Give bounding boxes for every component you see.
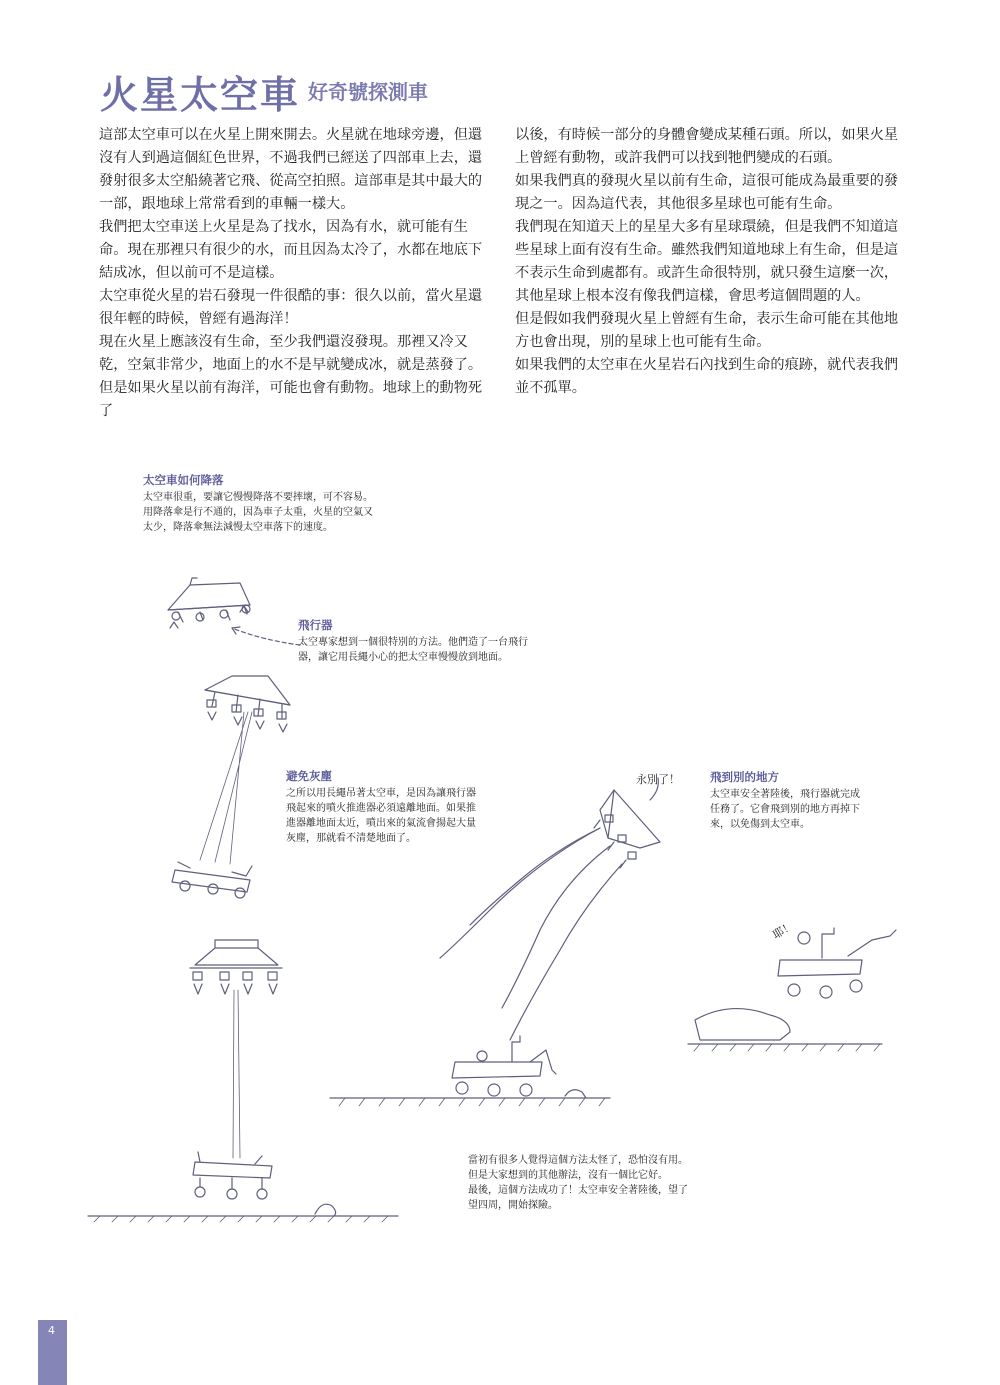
dust-caption-line: 之所以用長繩吊著太空車，是因為讓飛行器 xyxy=(286,788,476,799)
flyer-caption-title: 飛行器 xyxy=(298,618,333,632)
exhaust-trails xyxy=(440,828,622,1040)
landing-caption-line: 太空車很重，要讓它慢慢降落不要摔壞，可不容易。 xyxy=(143,492,373,503)
vertical-tether xyxy=(233,990,240,1158)
flyaway-caption-title: 飛到別的地方 xyxy=(710,770,779,784)
landing-rover-drawing xyxy=(193,1152,272,1199)
ground-middle xyxy=(330,1090,610,1106)
farewell-speech: 永別了！ xyxy=(636,773,680,786)
descent-stage-drawing xyxy=(205,676,290,732)
success-caption-line: 但是大家想到的其他辦法，沒有一個比它好。 xyxy=(468,1170,668,1181)
landing-caption-line: 用降落傘是行不通的，因為車子太重，火星的空氣又 xyxy=(143,507,373,518)
pointer-arrow xyxy=(232,628,300,645)
flyer-caption-line: 器，讓它用長繩小心的把太空車慢慢放到地面。 xyxy=(298,652,508,663)
dust-caption-line: 灰塵，那就看不清楚地面了。 xyxy=(286,833,416,844)
dust-caption-line: 飛起來的噴火推進器必須遠離地面。如果推 xyxy=(286,803,476,814)
intro-paragraph: 如果我們真的發現火星以前有生命，這很可能成為最重要的發現之一。因為這代表，其他很多星球也可能有生命。 xyxy=(515,173,899,212)
intro-paragraph: 以後，有時候一部分的身體會變成某種石頭。所以，如果火星上曾經有動物，或許我們可以找到牠們變成的石頭。 xyxy=(515,127,899,166)
intro-paragraph: 但是假如我們發現火星上曾經有生命，表示生命可能在其他地方也會出現，別的星球上也可能有生命。 xyxy=(515,311,899,350)
success-caption-line: 望四周，開始探險。 xyxy=(468,1200,558,1211)
dust-caption-line: 進器離地面太近，噴出來的氣流會揚起大量 xyxy=(286,818,476,829)
flyaway-stage-drawing xyxy=(594,790,660,868)
cheer-speech: 耶！ xyxy=(770,919,797,942)
ground-left xyxy=(88,1204,398,1222)
intro-paragraph: 太空車從火星的岩石發現一件很酷的事：很久以前，當火星還很年輕的時候，曾經有過海洋！ xyxy=(99,288,483,327)
folded-skycrane-drawing xyxy=(168,578,250,628)
landing-caption-title: 太空車如何降落 xyxy=(143,473,224,487)
ground-right xyxy=(688,1009,882,1051)
hanging-rover-drawing xyxy=(172,862,252,898)
landing-caption-line: 太少，降落傘無法減慢太空車落下的速度。 xyxy=(143,522,333,533)
intro-paragraph: 如果我們的太空車在火星岩石內找到生命的痕跡，就代表我們並不孤單。 xyxy=(515,357,899,396)
intro-paragraph: 我們現在知道天上的星星大多有星球環繞，但是我們不知道這些星球上面有沒有生命。雖然我們知道地球上有生命，但是這不表示生命到處都有。或許生命很特別，就只發生這麼一次，其他星球上根本沒有像我們這樣，會思考這個問題的人。 xyxy=(515,219,899,304)
flyaway-caption-line: 太空車安全著陸後，飛行器就完成 xyxy=(710,789,860,800)
page-subtitle: 好奇號探測車 xyxy=(308,80,428,104)
intro-paragraph: 現在火星上應該沒有生命，至少我們還沒發現。那裡又冷又乾，空氣非常少，地面上的水不是早就變成冰，就是蒸發了。 xyxy=(99,334,483,373)
rover-cheering-drawing xyxy=(778,928,896,998)
flyaway-caption-line: 任務了。它會飛到別的地方再掉下 xyxy=(710,804,860,815)
intro-paragraph: 我們把太空車送上火星是為了找水，因為有水，就可能有生命。現在那裡只有很少的水，而且因為太冷了，水都在地底下結成冰，但以前可不是這樣。 xyxy=(99,219,483,281)
rover-exploring-drawing xyxy=(452,1036,556,1096)
success-caption-line: 最後，這個方法成功了！太空車安全著陸後，望了 xyxy=(468,1185,688,1196)
descent-stage-vertical-drawing xyxy=(190,940,282,994)
page-number: 4 xyxy=(48,1324,55,1337)
intro-paragraph: 但是如果火星以前有海洋，可能也會有動物。地球上的動物死了 xyxy=(99,380,483,419)
intro-paragraph: 這部太空車可以在火星上開來開去。火星就在地球旁邊，但還沒有人到過這個紅色世界，不過我們已經送了四部車上去，還發射很多太空船繞著它飛、從高空拍照。這部車是其中最大的一部，跟地球上常常看到的車輛一樣大。 xyxy=(99,127,483,212)
flyaway-caption-line: 來，以免傷到太空車。 xyxy=(710,819,810,830)
page-title: 火星太空車 xyxy=(100,73,301,117)
flyer-caption-line: 太空專家想到一個很特別的方法。他們造了一台飛行 xyxy=(298,637,528,648)
dust-caption-title: 避免灰塵 xyxy=(286,769,332,783)
bridle-tether xyxy=(200,712,252,864)
success-caption-line: 當初有很多人覺得這個方法太怪了，恐怕沒有用。 xyxy=(468,1155,688,1166)
